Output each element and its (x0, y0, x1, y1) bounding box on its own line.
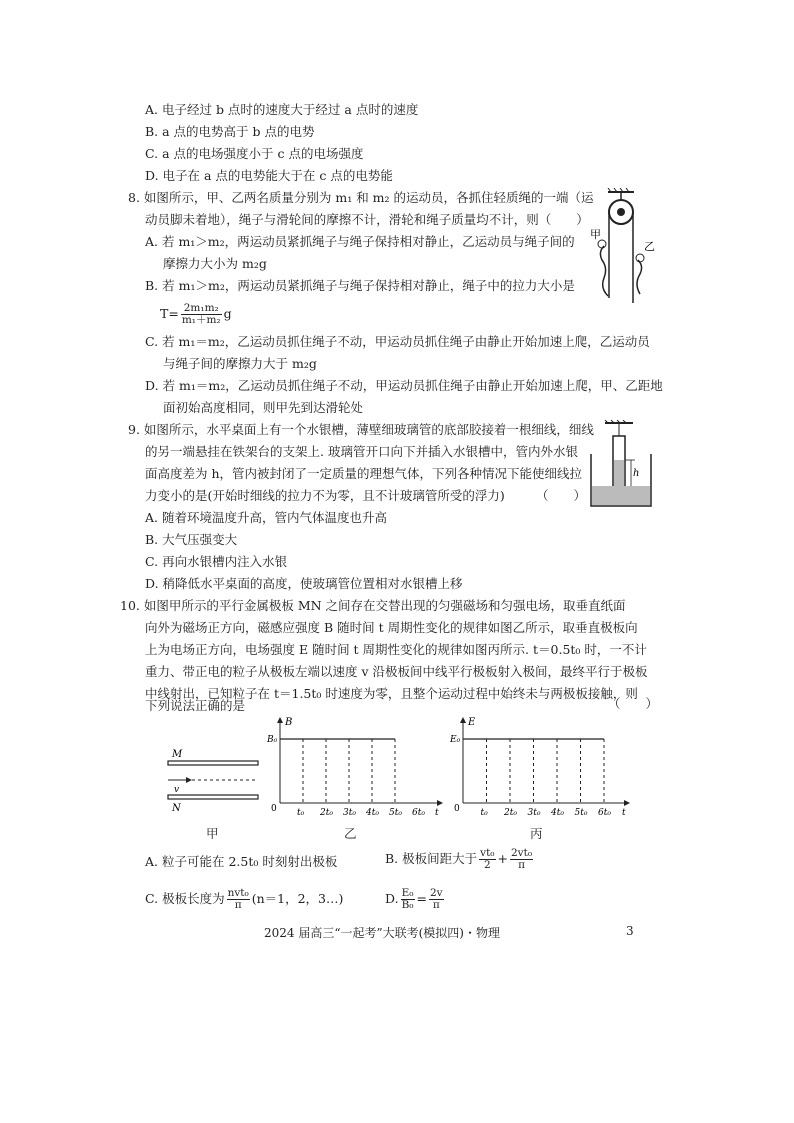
velocity-label: v (174, 785, 180, 795)
q9-stem-line3: 面高度差为 h，管内被封闭了一定质量的理想气体，下列各种情况下能使细线拉 (145, 466, 583, 481)
q7-option-b: B. a 点的电势高于 b 点的电势 (145, 124, 315, 139)
q10-figure-b-t-graph (265, 715, 445, 820)
q10-option-b: B. 极板间距大于 $\frac{\text{vt₀}}{2}$ + $\frac{\text{2vt₀}}{\pi}$ (385, 847, 533, 871)
e0-label: E₀ (450, 735, 461, 745)
fig-label-bing: 丙 (530, 826, 543, 841)
b-t-axis-label: t (435, 808, 439, 818)
q8-option-b-line1: B. 若 m₁＞m₂，两运动员紧抓绳子与绳子保持相对静止，绳子中的拉力大小是 (145, 278, 575, 293)
q8-option-d-line1: D. 若 m₁＝m₂，乙运动员抓住绳子不动，甲运动员抓住绳子由静止开始加速上爬，甲、乙距地 (145, 378, 663, 393)
e-t-axis-label: t (622, 808, 626, 818)
e-graph-tick-label: 4t₀ (551, 808, 564, 818)
q9-mercury-tube-figure (585, 420, 657, 510)
q10-stem-line5: 中线射出，已知粒子在 t＝1.5t₀ 时速度为零，且整个运动过程中始终未与两极板接触，则 (145, 686, 638, 701)
q8-option-d-line2: 面初始高度相同，则甲先到达滑轮处 (163, 400, 364, 415)
b0-label: B₀ (267, 735, 278, 745)
page-number: 3 (626, 924, 634, 938)
q8-option-a-line2: 摩擦力大小为 m₂g (163, 256, 267, 271)
b-graph-tick-label: 4t₀ (366, 808, 379, 818)
q10-stem-line1: 10. 如图甲所示的平行金属极板 MN 之间存在交替出现的匀强磁场和匀强电场，取垂直纸面 (120, 598, 626, 613)
e-axis-label: E (468, 717, 476, 728)
q8-pulley-figure (586, 188, 656, 310)
q8-option-c-line1: C. 若 m₁＝m₂，乙运动员抓住绳子不动，甲运动员抓住绳子由静止开始加速上爬，乙运动员 (145, 334, 650, 349)
q10-option-d: D. $\frac{\text{E₀}}{\text{B₀}}$ = $\frac{2v}{\pi}$ (385, 887, 443, 911)
footer-title: 2024 届高三“一起考”大联考(模拟四)・物理 (264, 926, 500, 940)
fig-label-yi: 乙 (344, 826, 357, 841)
b-graph-tick-label: 5t₀ (389, 808, 402, 818)
q9-option-c: C. 再向水银槽内注入水银 (145, 554, 288, 569)
q9-option-b: B. 大气压强变大 (145, 532, 238, 547)
b-graph-tick-label: t₀ (297, 808, 305, 818)
q9-option-d: D. 稍降低水平桌面的高度，使玻璃管位置相对水银槽上移 (145, 576, 463, 591)
q10-stem-line3: 上为电场正方向，电场强度 E 随时间 t 周期性变化的规律如图丙所示. t＝0.5t₀ 时，一不计 (145, 642, 647, 657)
plate-label-n: N (172, 803, 181, 814)
b-graph-tick-label: 6t₀ (412, 808, 425, 818)
q8-option-b-formula: T= $\frac{\text{2m₁m₂}}{\text{m₁＋m₂}}$ g (160, 302, 232, 326)
q8-option-a-line1: A. 若 m₁＞m₂，两运动员紧抓绳子与绳子保持相对静止，乙运动员与绳子间的 (145, 234, 575, 249)
q10-stem-line4: 重力、带正电的粒子从极板左端以速度 v 沿极板间中线平行极板射入极间，最终平行于极板 (145, 664, 648, 679)
e-origin-label: 0 (454, 804, 460, 814)
b-graph-tick-label: 2t₀ (320, 808, 333, 818)
q7-option-a: A. 电子经过 b 点时的速度大于经过 a 点时的速度 (145, 102, 419, 117)
e-graph-tick-label: 3t₀ (527, 808, 541, 818)
b-origin-label: 0 (271, 804, 277, 814)
q8-label-yi: 乙 (644, 240, 655, 253)
q7-option-d: D. 电子在 a 点的电势能大于在 c 点的电势能 (145, 168, 393, 183)
q10-answer-paren: （ ） (608, 696, 659, 711)
b-graph-tick-label: 3t₀ (343, 808, 356, 818)
q10-stem-line6: 下列说法正确的是 (145, 698, 246, 713)
e-graph-tick-label: t₀ (480, 808, 488, 818)
q9-option-a: A. 随着环境温度升高，管内气体温度也升高 (145, 510, 387, 525)
q9-stem-line2: 的另一端悬挂在铁架台的支架上. 玻璃管开口向下并插入水银槽中，管内外水银 (145, 444, 578, 459)
fig-label-jia: 甲 (206, 826, 219, 841)
q10-stem-line2: 向外为磁场正方向，磁感应强度 B 随时间 t 周期性变化的规律如图乙所示，取垂直极板向 (145, 620, 638, 635)
q9-label-h: h (633, 468, 640, 479)
plate-label-m: M (172, 749, 183, 760)
q10-figure-plates (160, 745, 270, 820)
b-axis-label: B (285, 717, 293, 728)
q8-label-jia: 甲 (590, 228, 601, 241)
e-graph-tick-label: 5t₀ (574, 808, 588, 818)
q8-stem-line1: 8. 如图所示，甲、乙两名质量分别为 m₁ 和 m₂ 的运动员，各抓住轻质绳的一端（运 (128, 190, 594, 205)
q10-option-a: A. 粒子可能在 2.5t₀ 时刻射出极板 (145, 854, 338, 869)
e-graph-tick-label: 2t₀ (504, 808, 517, 818)
q9-stem-line4: 力变小的是(开始时细线的拉力不为零，且不计玻璃管所受的浮力) （ ） (145, 488, 587, 503)
q10-option-c: C. 极板长度为 $\frac{\text{nvt₀}}{\pi}$ (n＝1，2，3…) (145, 887, 344, 911)
q7-option-c: C. a 点的电场强度小于 c 点的电场强度 (145, 146, 364, 161)
q10-figure-e-t-graph (448, 715, 633, 820)
q8-option-c-line2: 与绳子间的摩擦力大于 m₂g (163, 356, 317, 371)
q8-stem-line2: 动员脚未着地），绳子与滑轮间的摩擦不计，滑轮和绳子质量均不计，则（ ） (145, 212, 589, 227)
q9-stem-line1: 9. 如图所示，水平桌面上有一个水银槽，薄壁细玻璃管的底部胶接着一根细线，细线 (128, 422, 594, 437)
e-graph-tick-label: 6t₀ (598, 808, 611, 818)
